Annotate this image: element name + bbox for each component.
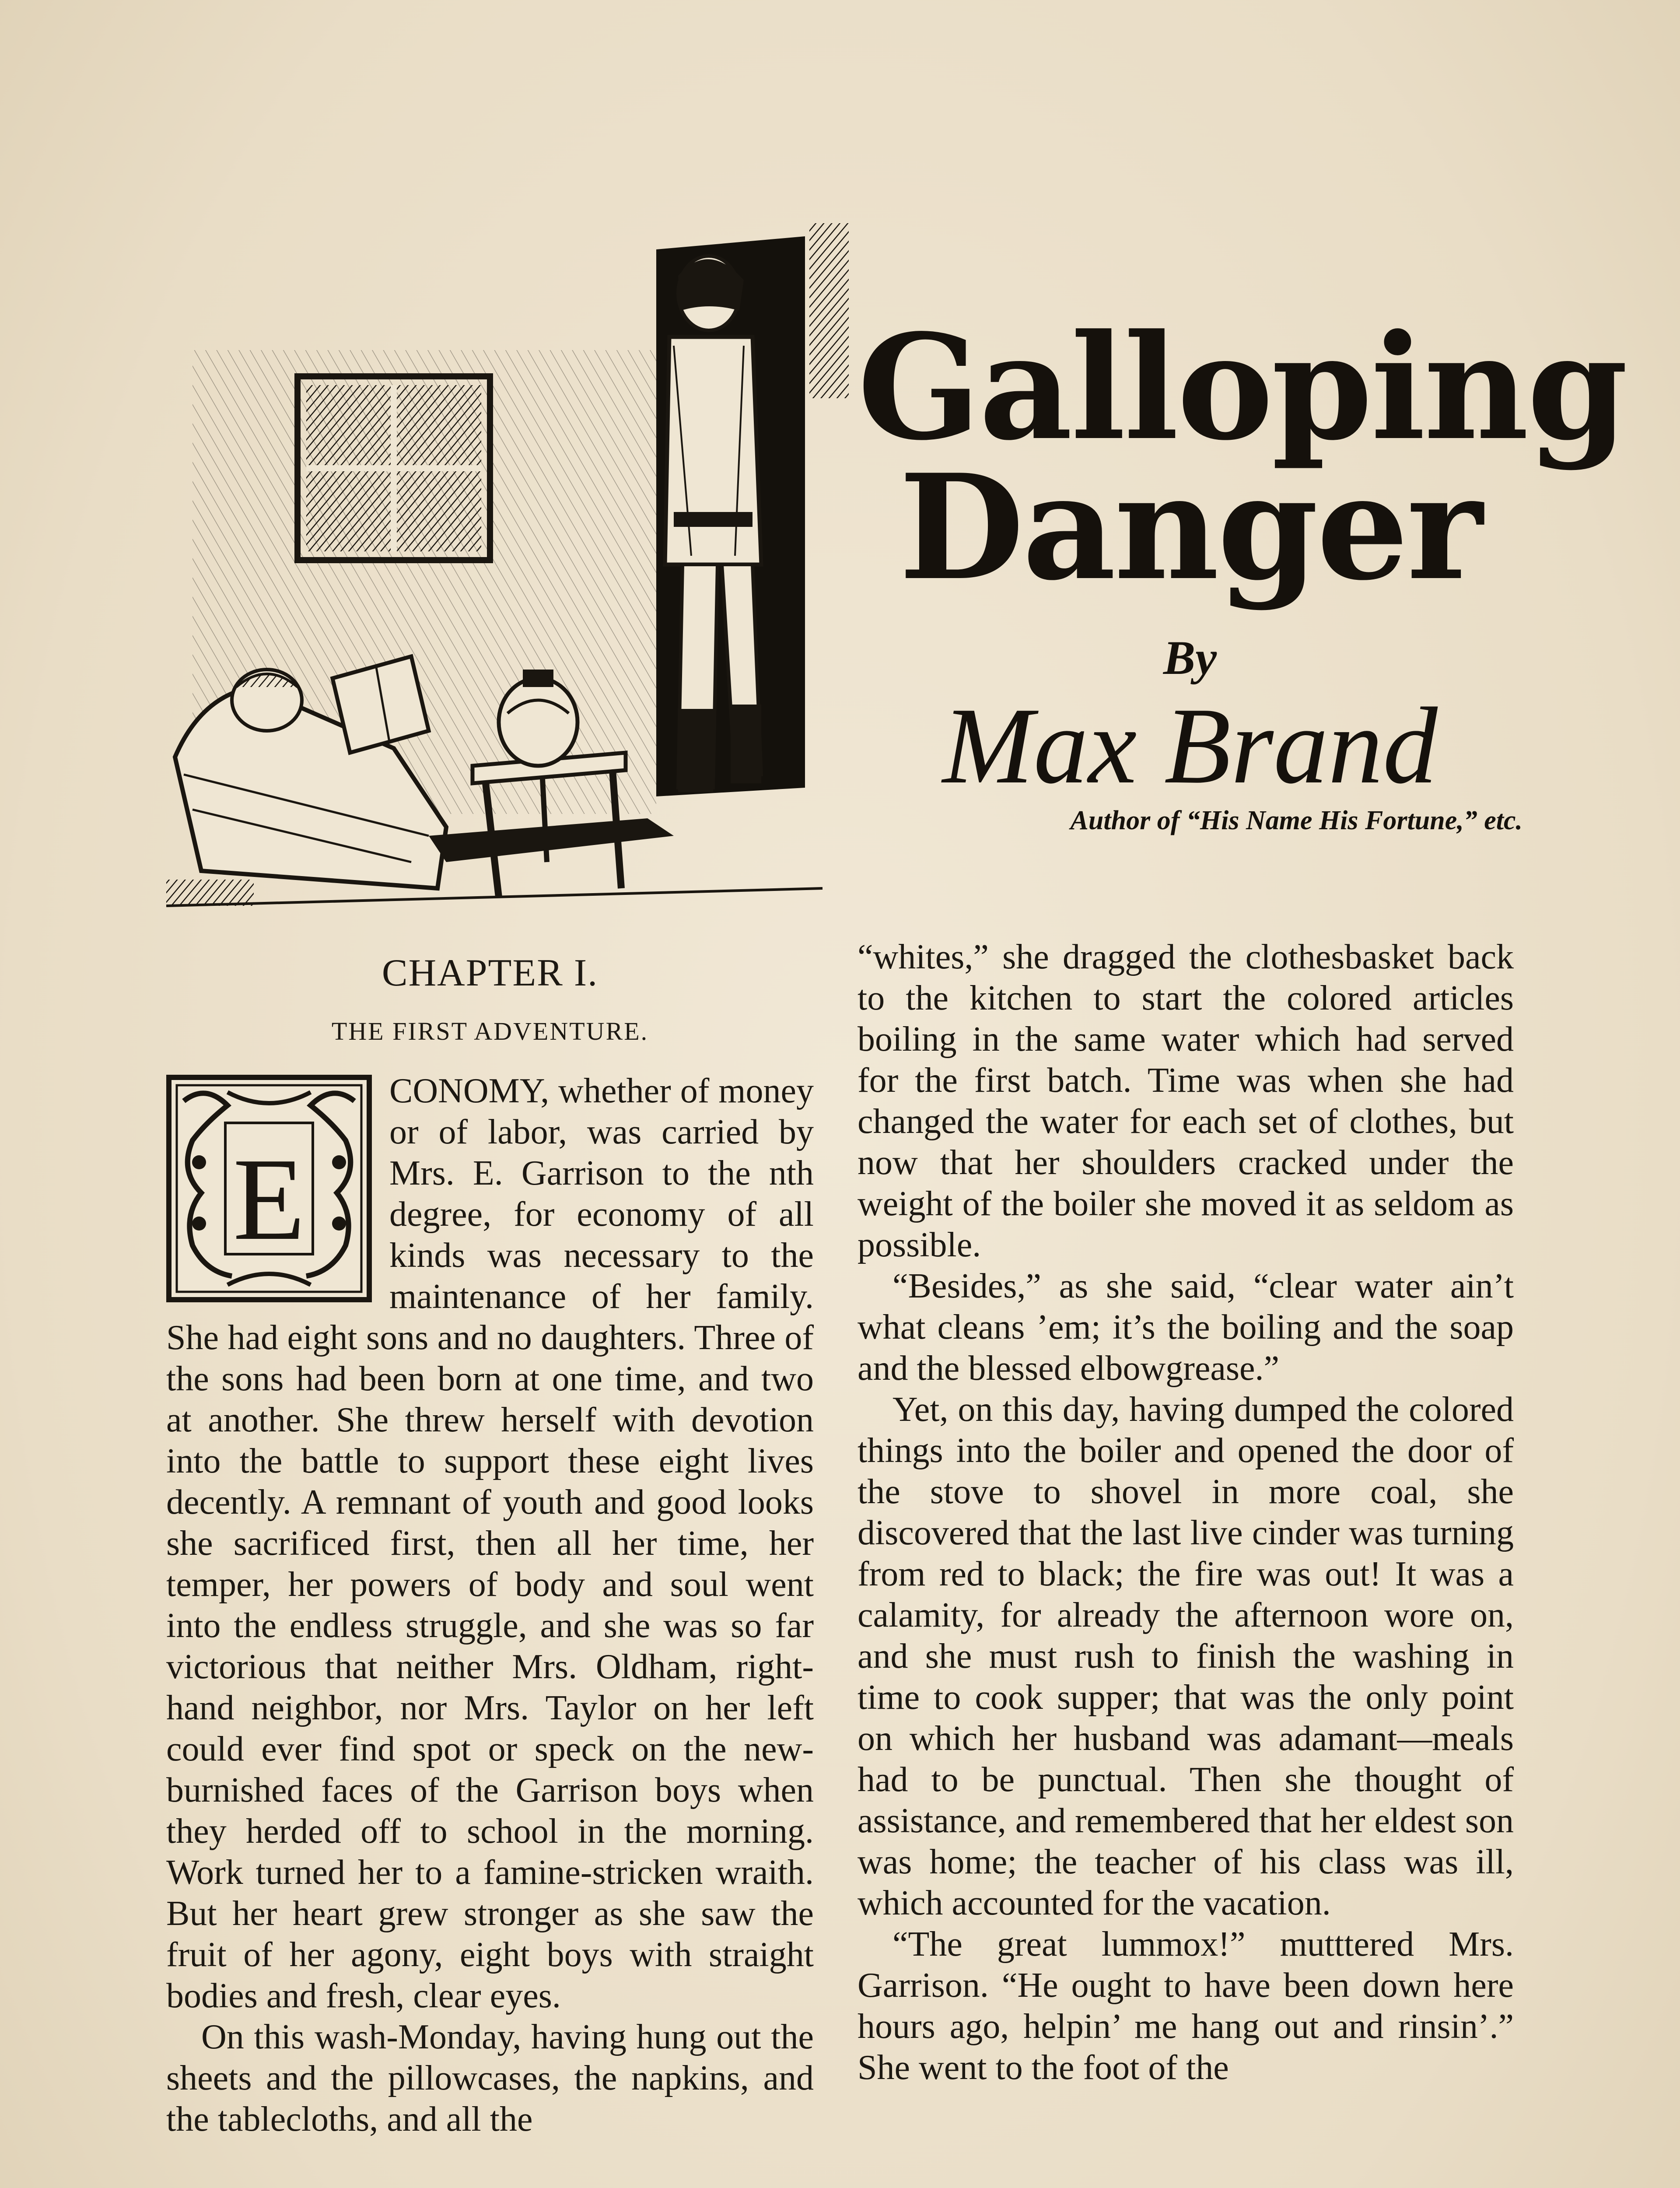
story-title-line-1: Galloping (858, 302, 1627, 472)
drop-cap-letter: E (233, 1134, 305, 1265)
byline: By (1163, 631, 1217, 684)
drop-cap-ornament (166, 1075, 372, 1302)
left-column (166, 936, 814, 2140)
left-paragraph-1: CONOMY, whether of money or of labor, was carried by Mrs. E. Garrison to the nth degree, for economy of all kinds was necessary to the maintenance of her family. She had eight sons and no daughters. Three of the sons had been born at one time, and two at another. She threw herself with devotion into the battle to support these eight lives decently. A remnant of youth and good looks she sacrificed first, then all her time, her temper, her powers of body and soul went into the endless struggle, and she was so far victorious that neither Mrs. Oldham, right-hand neighbor, nor Mrs. Taylor on her left could ever find spot or speck on the new-burnished faces of the Garrison boys when they herded off to school in the morning. Work turned her to a famine-stricken wraith. But her heart grew stronger as she saw the fruit of her agony, eight boys with straight bodies and fresh, clear eyes. (166, 1072, 814, 2015)
chapter-heading: CHAPTER I. (382, 952, 598, 994)
chapter-subheading: THE FIRST ADVENTURE. (331, 1017, 649, 1045)
story-title-line-2: Danger (899, 442, 1481, 612)
author-note: Author of “His Name His Fortune,” etc. (1070, 806, 1522, 835)
right-paragraph-1: “whites,” she dragged the clothesbasket back to the kitchen to start the colored articles boiling in the same water which had served for the first batch. Time was when she had changed the water for each set of clothes, but now that her shoulders cracked under the weight of the boiler she moved it as seldom as possible. (858, 938, 1514, 1264)
author-name: Max Brand (942, 685, 1438, 806)
right-paragraph-2: “Besides,” as she said, “clear water ain’t what cleans ’em; it’s the boiling and the soap and the blessed elbowgrease.” (858, 1267, 1514, 1388)
illustration-drawing (166, 206, 858, 915)
right-paragraph-4: “The great lummox!” mutttered Mrs. Garrison. “He ought to have been down here hours ago, helpin’ me hang out and rinsin’.” She went to the foot of the (858, 1925, 1514, 2087)
drop-cap (166, 1075, 372, 1302)
right-paragraph-3: Yet, on this day, having dumped the colored things into the boiler and opened the door of the stove to shovel in more coal, she discovered that the last live cinder was turning from red to black; the fire was out! It was a calamity, for already the afternoon wore on, and she must rush to finish the washing in time to cook supper; that was the only point on which her husband was adamant—meals had to be punctual. Then she thought of assistance, and remembered that her eldest son was home; the teacher of his class was ill, which accounted for the vacation. (858, 1390, 1514, 1922)
title-block (858, 302, 1627, 849)
left-paragraph-2: On this wash-Monday, having hung out the sheets and the pillowcases, the napkins, and the tablecloths, and all the (166, 2018, 814, 2139)
right-column (858, 936, 1514, 2088)
story-illustration (166, 206, 858, 915)
